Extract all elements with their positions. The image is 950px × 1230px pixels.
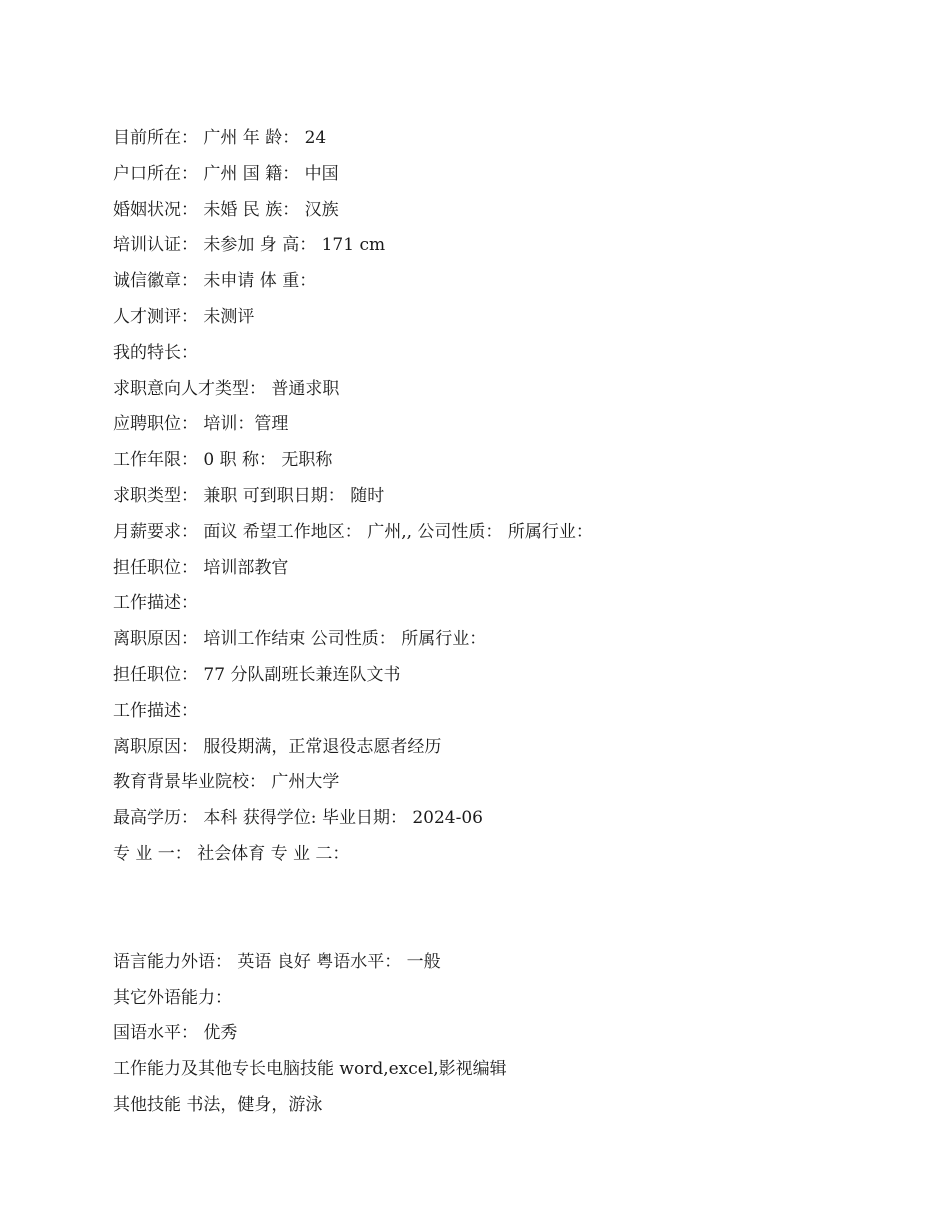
line-computer-skills: 工作能力及其他专长电脑技能 word,excel,影视编辑	[113, 1059, 507, 1080]
line-mandarin: 国语水平： 优秀	[113, 1023, 238, 1044]
section-gap	[113, 876, 893, 948]
line-majors: 专 业 一： 社会体育 专 业 二：	[113, 843, 350, 864]
line-leave-reason-2: 离职原因： 服役期满，正常退役志愿者经历	[113, 736, 442, 757]
line-degree-graduation: 最高学历： 本科 获得学位: 毕业日期： 2024-06	[113, 808, 483, 829]
line-applied-position: 应聘职位： 培训：管理	[113, 414, 289, 435]
line-hukou-nationality: 户口所在： 广州 国 籍： 中国	[113, 163, 339, 184]
line-job-type-availability: 求职类型： 兼职 可到职日期： 随时	[113, 485, 385, 506]
line-certification-height: 培训认证： 未参加 身 高： 171 cm	[113, 235, 386, 256]
line-other-languages: 其它外语能力：	[113, 987, 232, 1008]
line-leave-reason-1: 离职原因： 培训工作结束 公司性质： 所属行业：	[113, 629, 487, 650]
line-position-2: 担任职位： 77 分队副班长兼连队文书	[113, 664, 401, 685]
line-description-2: 工作描述：	[113, 700, 198, 721]
line-other-skills: 其他技能 书法，健身，游泳	[113, 1094, 323, 1115]
line-languages: 语言能力外语： 英语 良好 粤语水平： 一般	[113, 951, 441, 972]
line-school: 教育背景毕业院校： 广州大学	[113, 772, 340, 793]
resume-text	[113, 124, 893, 1127]
line-location-age: 目前所在： 广州 年 龄： 24	[113, 128, 327, 148]
line-salary-region: 月薪要求： 面议 希望工作地区： 广州,, 公司性质： 所属行业：	[113, 521, 593, 542]
line-years-title: 工作年限： 0 职 称： 无职称	[113, 450, 333, 471]
line-position-1: 担任职位： 培训部教官	[113, 557, 289, 578]
line-marital-ethnicity: 婚姻状况： 未婚 民 族： 汉族	[113, 199, 339, 220]
line-specialty: 我的特长：	[113, 342, 198, 363]
line-badge-weight: 诚信徽章： 未申请 体 重：	[113, 271, 317, 292]
line-description-1: 工作描述：	[113, 593, 198, 614]
line-assessment: 人才测评： 未测评	[113, 306, 255, 327]
line-job-intent-type: 求职意向人才类型： 普通求职	[113, 378, 340, 399]
